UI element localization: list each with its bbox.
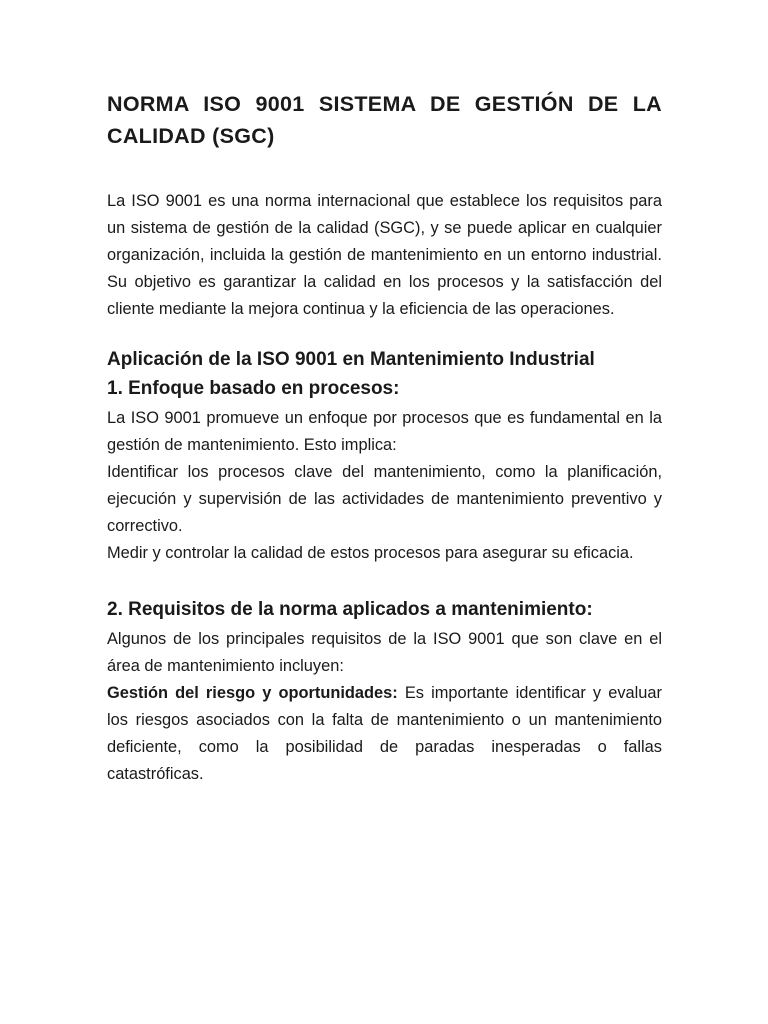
document-page — [107, 88, 662, 788]
risk-management-text: Es importante identificar y evaluar los riesgos asociados con la falta de mantenimiento o un mantenimiento deficiente, como la posibilidad de paradas inesperadas o fallas catastróficas. — [107, 684, 662, 783]
intro-paragraph: La ISO 9001 es una norma internacional que establece los requisitos para un sistema de gestión de la calidad (SGC), y se puede aplicar en cualquier organización, incluida la gestión de mantenimiento en un entorno industrial. Su objetivo es garantizar la calidad en los procesos y la satisfacción del cliente mediante la mejora continua y la eficiencia de las operaciones. — [107, 192, 662, 318]
section-2-paragraph-1: Algunos de los principales requisitos de la ISO 9001 que son clave en el área de mantenimiento incluyen: — [107, 630, 662, 675]
section-1-paragraph-3: Medir y controlar la calidad de estos procesos para asegurar su eficacia. — [107, 544, 634, 562]
risk-management-label: Gestión del riesgo y oportunidades: — [107, 684, 398, 702]
document-title: NORMA ISO 9001 SISTEMA DE GESTIÓN DE LA CALIDAD (SGC) — [107, 92, 662, 148]
section-1-heading: 1. Enfoque basado en procesos: — [107, 378, 400, 399]
section-1-paragraph-2: Identificar los procesos clave del mantenimiento, como la planificación, ejecución y supervisión de las actividades de mantenimiento preventivo y correctivo. — [107, 463, 662, 535]
section-2-paragraph-2 — [107, 680, 662, 788]
section-2-heading: 2. Requisitos de la norma aplicados a mantenimiento: — [107, 599, 593, 620]
section-heading: Aplicación de la ISO 9001 en Mantenimiento Industrial — [107, 349, 595, 370]
section-1-paragraph-1: La ISO 9001 promueve un enfoque por procesos que es fundamental en la gestión de mantenimiento. Esto implica: — [107, 409, 662, 454]
section-spacer — [107, 567, 662, 595]
